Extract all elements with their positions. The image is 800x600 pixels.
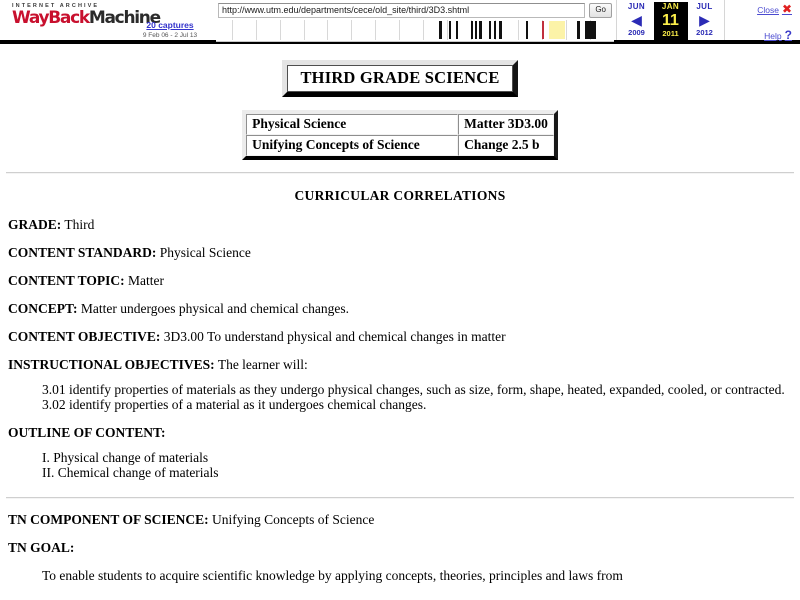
wayback-toolbar [0,0,800,44]
instructional-objectives-list [42,382,792,412]
timeline-tick [327,20,328,40]
body-text [0,217,800,480]
field-label: CONTENT STANDARD: [8,245,157,260]
timeline-capture-bar[interactable] [471,21,473,39]
wordmark-wayback: WayBack [12,8,89,28]
field-label: GRADE: [8,217,62,232]
help-button[interactable] [725,29,792,42]
timeline-capture-bar[interactable] [542,21,544,39]
timeline-tick [351,20,352,40]
field-value: Third [61,217,95,232]
tn-component-label: TN COMPONENT OF SCIENCE: [8,512,209,527]
tn-goal-line [8,540,792,555]
field-line [8,301,792,316]
wordmark-machine: Machine [88,8,160,28]
instructional-objective-item: 3.02 identify properties of a material as it undergoes chemical changes. [42,397,427,412]
timeline-capture-bar[interactable] [479,21,481,39]
page-title-box [282,60,517,97]
tn-component-value: Unifying Concepts of Science [212,512,375,527]
timeline-tick [256,20,257,40]
timeline-capture-bar[interactable] [475,21,477,39]
timeline-capture-bar[interactable] [494,21,496,39]
field-value: 3D3.00 To understand physical and chemical changes in matter [160,329,506,344]
help-label: Help [764,31,782,41]
outline-items-list [42,450,792,480]
outline-heading [8,425,792,440]
standards-cell-left: Unifying Concepts of Science [246,135,458,156]
captures-column [128,0,212,40]
date-navigator [616,0,724,40]
captures-date-range: 9 Feb 06 - 2 Jul 13 [142,32,198,39]
timeline-capture-bar[interactable] [439,21,442,39]
outline-item: I. Physical change of materials [42,450,209,465]
prev-arrow-icon[interactable]: ◀ [631,12,642,28]
close-label: Close [757,5,779,15]
timeline-tick [232,20,233,40]
tn-section [0,512,800,583]
timeline-capture-bar[interactable] [489,21,491,39]
url-row [212,2,616,19]
timeline-tick [399,20,400,40]
current-month-label: JAN [661,2,680,11]
capture-timeline[interactable] [216,20,614,42]
standards-cell-right: Matter 3D3.00 [458,114,554,135]
prev-capture-column[interactable] [620,2,654,40]
go-button[interactable]: Go [589,3,612,18]
toolbar-actions [724,0,800,40]
field-label: CONTENT OBJECTIVE: [8,329,161,344]
next-capture-column[interactable] [688,2,722,40]
field-value: Matter [124,273,165,288]
help-icon: ? [784,28,792,42]
tn-component-line [8,512,792,527]
field-value: The learner will: [214,357,308,372]
field-line [8,357,792,372]
timeline-tick [304,20,305,40]
field-label: CONCEPT: [8,301,78,316]
table-row [246,135,554,156]
url-input[interactable]: http://www.utm.edu/departments/cece/old_site/third/3D3.shtml [218,3,585,18]
field-line [8,245,792,260]
standards-table [242,110,558,160]
timeline-current-capture[interactable] [549,21,566,39]
timeline-capture-bar[interactable] [585,21,595,39]
field-label: CONTENT TOPIC: [8,273,125,288]
outline-item: II. Chemical change of materials [42,465,219,480]
standards-table-wrap [0,110,800,160]
timeline-capture-bar[interactable] [499,21,501,39]
field-value: Matter undergoes physical and chemical changes. [77,301,350,316]
wayback-machine-wordmark [12,8,160,28]
timeline-tick [375,20,376,40]
field-value: Physical Science [156,245,251,260]
field-line [8,217,792,232]
next-arrow-icon[interactable]: ▶ [699,12,710,28]
wayback-center [212,0,616,40]
field-label: INSTRUCTIONAL OBJECTIVES: [8,357,215,372]
field-line [8,273,792,288]
internet-archive-label: INTERNET ARCHIVE [12,3,100,9]
instructional-objective-item: 3.01 identify properties of materials as they undergo physical changes, such as size, form, shape, heated, expanded, cooled, or contracted. [42,382,785,397]
wayback-logo[interactable] [0,0,160,40]
close-icon: ✖ [781,2,792,16]
next-month-label: JUL [696,2,713,11]
timeline-tick [447,20,448,40]
current-year-label: 2011 [662,29,679,38]
archived-page [0,44,800,583]
close-button[interactable] [725,3,792,16]
field-line [8,329,792,344]
prev-year-label: 2009 [628,28,645,37]
field-lines [8,217,792,372]
standards-cell-left: Physical Science [246,114,458,135]
page-title-wrap [0,44,800,97]
divider-bottom [6,497,794,499]
timeline-tick [566,20,567,40]
timeline-capture-bar[interactable] [449,21,451,39]
timeline-capture-bar[interactable] [577,21,579,39]
outline-heading-label: OUTLINE OF CONTENT: [8,425,166,440]
timeline-capture-bar[interactable] [526,21,528,39]
tn-goal-text: To enable students to acquire scientific knowledge by applying concepts, theories, principles and laws from [42,568,623,583]
timeline-tick [280,20,281,40]
captures-count-link[interactable]: 20 captures [146,20,194,30]
section-heading: CURRICULAR CORRELATIONS [294,188,506,203]
standards-cell-right: Change 2.5 b [458,135,554,156]
timeline-tick [518,20,519,40]
current-capture-column[interactable] [654,2,688,40]
timeline-tick [423,20,424,40]
tn-goal-label: TN GOAL: [8,540,75,555]
timeline-capture-bar[interactable] [456,21,458,39]
next-year-label: 2012 [696,28,713,37]
table-row [246,114,554,135]
current-day-label: 11 [662,12,679,29]
prev-month-label: JUN [627,2,646,11]
page-title: THIRD GRADE SCIENCE [287,65,512,92]
divider-top [6,172,794,174]
